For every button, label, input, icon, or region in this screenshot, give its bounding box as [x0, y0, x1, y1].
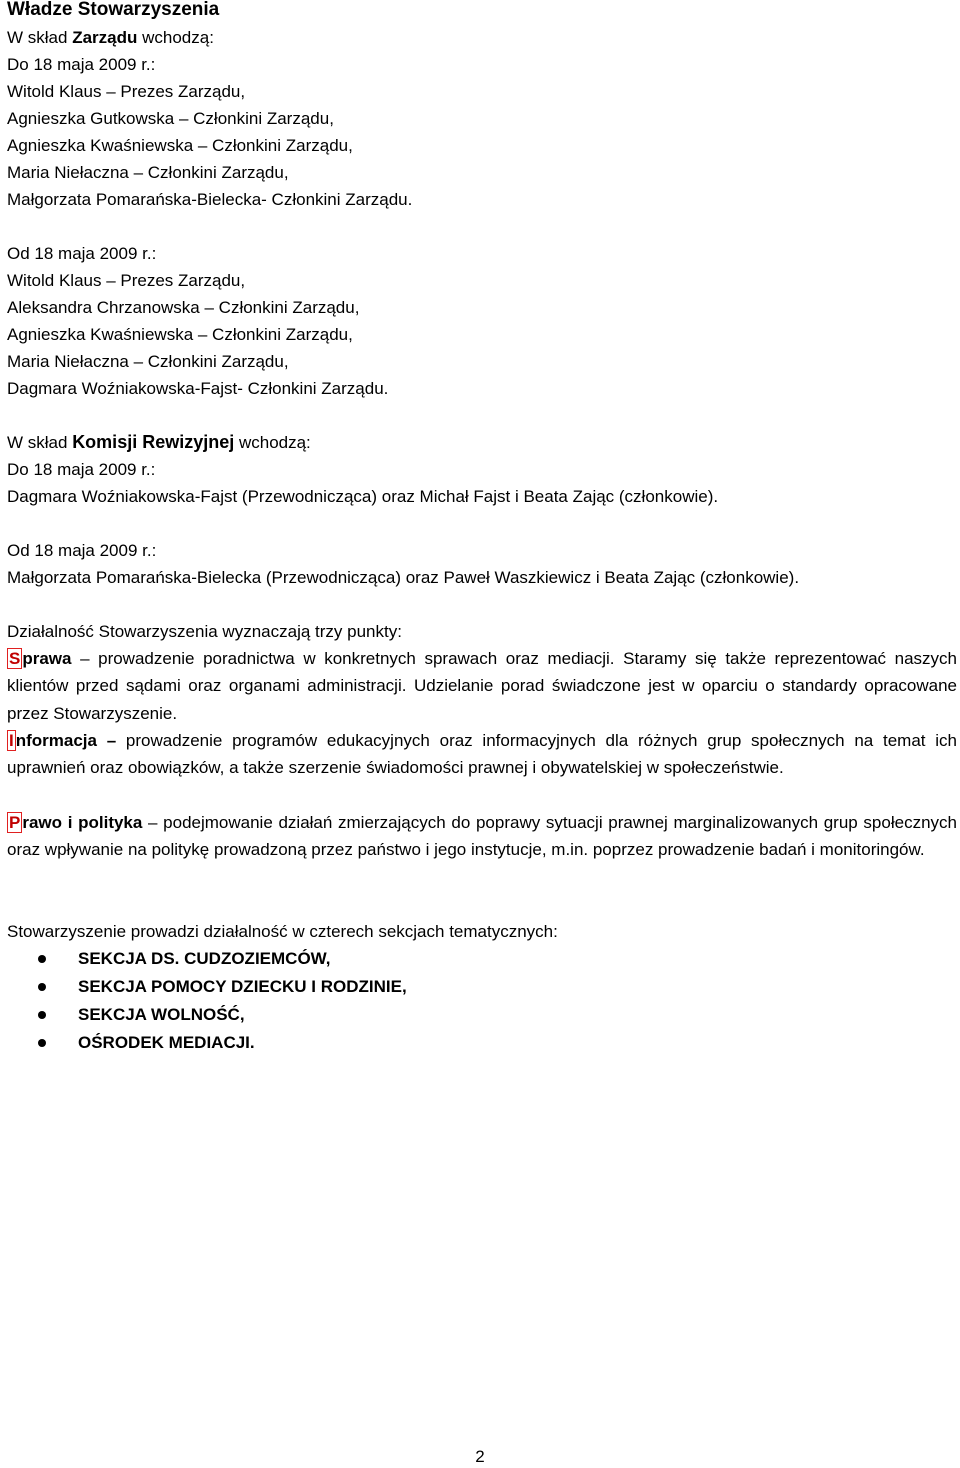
zarzad-intro-bold: Zarządu: [72, 28, 138, 47]
zarzad-intro-post: wchodzą:: [137, 28, 214, 47]
zarzad-after-member: Aleksandra Chrzanowska – Członkini Zarządu,: [7, 298, 360, 317]
komisja-after-members: Małgorzata Pomarańska-Bielecka (Przewodnicząca) oraz Paweł Waszkiewicz i Beata Zając (członkowie).: [7, 568, 800, 587]
bullet-icon: [38, 1011, 46, 1019]
point-text-prawo: – podejmowanie działań zmierzających do poprawy sytuacji prawnej marginalizowanych grup społecznych oraz wpływanie na politykę prowadzoną przez państwo i jego instytucje, m.in. poprzez prowadzenie badań i monitoringów.: [7, 813, 957, 860]
sekcje-intro: Stowarzyszenie prowadzi działalność w czterech sekcjach tematycznych:: [7, 922, 558, 941]
zarzad-before-member: Agnieszka Kwaśniewska – Członkini Zarządu,: [7, 136, 353, 155]
point-title-sprawa: prawa: [22, 649, 72, 668]
zarzad-intro-pre: W skład: [7, 28, 73, 47]
point-text-informacja: prowadzenie programów edukacyjnych oraz informacyjnych dla różnych grup społecznych na temat ich uprawnień oraz obowiązków, a także szerzenie świadomości prawnej i obywatelskiej w społeczeństwie.: [7, 731, 957, 778]
zarzad-after-member: Witold Klaus – Prezes Zarządu,: [7, 271, 246, 290]
komisja-intro-post: wchodzą:: [234, 433, 311, 452]
point-sprawa: [7, 645, 957, 727]
komisja-after-date: Od 18 maja 2009 r.:: [7, 541, 157, 560]
bullet-icon: [38, 983, 46, 991]
zarzad-after-date: Od 18 maja 2009 r.:: [7, 244, 157, 263]
section-label: OŚRODEK MEDIACJI.: [78, 1033, 255, 1052]
zarzad-before-member: Małgorzata Pomarańska-Bielecka- Członkini Zarządu.: [7, 190, 413, 209]
bullet-icon: [38, 1039, 46, 1047]
zarzad-after-member: Dagmara Woźniakowska-Fajst- Członkini Zarządu.: [7, 379, 389, 398]
point-initial-s: S: [9, 649, 21, 668]
point-title-prawo: rawo i polityka: [22, 813, 143, 832]
komisja-before-date: Do 18 maja 2009 r.:: [7, 460, 156, 479]
point-prawo: [7, 809, 957, 891]
list-item: [7, 945, 957, 973]
bullet-icon: [38, 955, 46, 963]
komisja-intro: [7, 429, 957, 456]
section-label: SEKCJA DS. CUDZOZIEMCÓW,: [78, 949, 331, 968]
page-number: 2: [475, 1447, 485, 1466]
page-title: Władze Stowarzyszenia: [7, 0, 220, 20]
komisja-intro-pre: W skład: [7, 433, 73, 452]
zarzad-before-member: Witold Klaus – Prezes Zarządu,: [7, 82, 246, 101]
zarzad-before-member: Agnieszka Gutkowska – Członkini Zarządu,: [7, 109, 334, 128]
document-page: [7, 0, 957, 1057]
komisja-before-members: Dagmara Woźniakowska-Fajst (Przewodnicząca) oraz Michał Fajst i Beata Zając (członkowie).: [7, 487, 719, 506]
section-label: SEKCJA POMOCY DZIECKU I RODZINIE,: [78, 977, 407, 996]
point-initial-p: P: [9, 813, 21, 832]
sections-list: [7, 945, 957, 1057]
point-initial-i: I: [9, 731, 14, 750]
list-item: [7, 1029, 957, 1057]
komisja-intro-bold: Komisji Rewizyjnej: [72, 432, 235, 452]
point-text-sprawa: – prowadzenie poradnictwa w konkretnych sprawach oraz mediacji. Staramy się także reprezentować naszych klientów przed sądami oraz organami administracji. Udzielanie porad świadczone jest w oparciu o standardy opracowane przez Stowarzyszenie.: [7, 649, 957, 723]
zarzad-after-member: Agnieszka Kwaśniewska – Członkini Zarządu,: [7, 325, 353, 344]
section-label: SEKCJA WOLNOŚĆ,: [78, 1005, 245, 1024]
list-item: [7, 973, 957, 1001]
dzialalnosc-intro: Działalność Stowarzyszenia wyznaczają trzy punkty:: [7, 622, 402, 641]
point-title-informacja: nformacja –: [15, 731, 117, 750]
zarzad-before-date: Do 18 maja 2009 r.:: [7, 55, 156, 74]
zarzad-intro: [7, 24, 957, 51]
zarzad-before-member: Maria Niełaczna – Członkini Zarządu,: [7, 163, 289, 182]
zarzad-after-member: Maria Niełaczna – Członkini Zarządu,: [7, 352, 289, 371]
point-informacja: [7, 727, 957, 809]
list-item: [7, 1001, 957, 1029]
